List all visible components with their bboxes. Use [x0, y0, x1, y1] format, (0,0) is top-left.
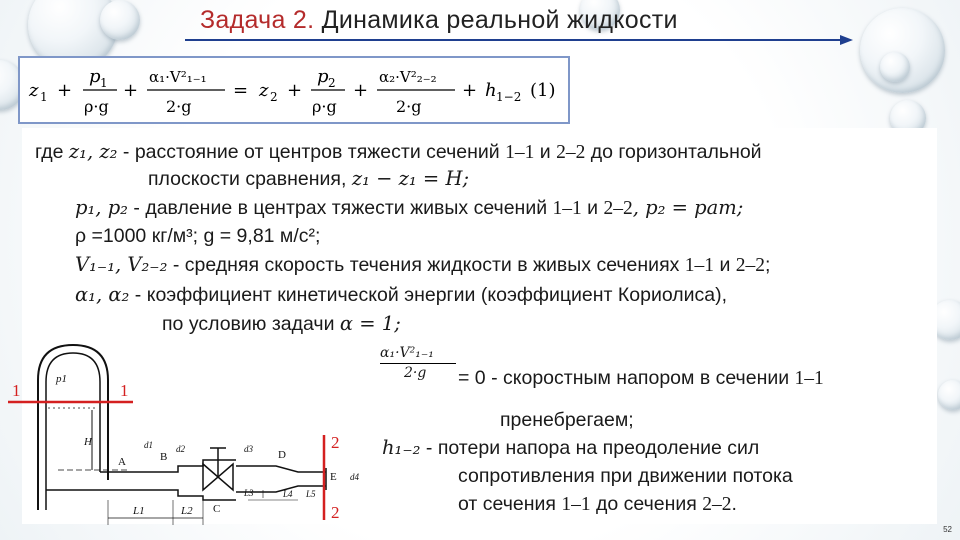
eq-equals: =: [233, 80, 249, 101]
svg-text:1−2: 1−2: [496, 90, 522, 104]
title-underline-arrow: [185, 34, 855, 46]
text-line-2: плоскости сравнения, z₁ − z₁ = H;: [148, 167, 470, 190]
section-label: 2: [331, 433, 340, 452]
water-drop: [860, 8, 945, 93]
water-drop: [100, 0, 140, 40]
L2-label: L2: [181, 505, 193, 517]
eq-rho-g: ρ·g: [84, 97, 109, 116]
eq-2g: 2·g: [396, 97, 422, 116]
text-line-5: V₁₋₁, V₂₋₂ - средняя скорость течения жидкости в живых сечениях 1–1 и 2–2;: [75, 253, 771, 276]
eq-z2: z: [259, 80, 269, 101]
tank-outline: [38, 345, 108, 510]
point-D: D: [278, 449, 286, 461]
eq-rho-g: ρ·g: [312, 97, 337, 116]
eq-p2: p: [317, 66, 329, 87]
point-E: E: [330, 471, 337, 483]
eq-plus: +: [462, 80, 478, 101]
eq-p1: p: [89, 66, 101, 87]
text-line-9: пренебрегаем;: [500, 409, 634, 431]
eq-plus: +: [123, 80, 139, 101]
eq-alpha2-v: α₂·V²₂₋₂: [379, 68, 437, 86]
svg-text:1: 1: [40, 90, 48, 104]
pipeline-diagram: [8, 340, 378, 530]
section-label: 2: [331, 503, 340, 522]
page-number: 52: [943, 525, 952, 534]
text-line-10: h₁₋₂ - потери напора на преодоление сил: [382, 436, 760, 459]
L4-label: L4: [283, 489, 293, 499]
d3-label: d3: [244, 444, 253, 454]
bernoulli-equation-box: [18, 56, 570, 124]
svg-text:1: 1: [100, 76, 108, 90]
text-line-6: α₁, α₂ - коэффициент кинетической энергии (коэффициент Кориолиса),: [75, 283, 728, 306]
svg-text:2: 2: [328, 76, 336, 90]
text-line-4: ρ =1000 кг/м³; g = 9,81 м/с²;: [75, 225, 321, 247]
H-label: H: [84, 436, 92, 448]
L3-label: L3: [244, 488, 254, 498]
d2-label: d2: [176, 444, 185, 454]
eq-2g: 2·g: [166, 97, 192, 116]
bernoulli-equation: [25, 60, 565, 120]
eq-alpha1-v: α₁·V²₁₋₁: [149, 68, 207, 86]
point-C: C: [213, 503, 221, 515]
text-line-1: где z₁, z₂ - расстояние от центров тяжести сечений 1–1 и 2–2 до горизонтальной: [35, 140, 762, 163]
water-drop: [938, 380, 960, 410]
section-label: 1: [120, 381, 129, 400]
text-line-11: сопротивления при движении потока: [458, 465, 793, 487]
text-line-7: по условию задачи α = 1;: [162, 312, 401, 335]
L1-label: L1: [133, 505, 145, 517]
L5-label: L5: [306, 489, 316, 499]
point-B: B: [160, 451, 168, 463]
slide-title: [200, 6, 678, 35]
eq-z1: z: [29, 80, 39, 101]
p1-label: p1: [56, 373, 67, 385]
svg-text:2: 2: [270, 90, 278, 104]
eq-number: (1): [530, 80, 556, 101]
d1-label: d1: [144, 440, 153, 450]
eq-plus: +: [353, 80, 369, 101]
point-A: A: [118, 456, 126, 468]
title-text: Динамика реальной жидкости: [314, 6, 678, 34]
text-line-8: = 0 - скоростным напором в сечении 1–1: [458, 367, 824, 389]
text-line-3: p₁, p₂ - давление в центрах тяжести живых сечений 1–1 и 2–2, p₂ = pат;: [75, 196, 744, 219]
title-number: Задача 2.: [200, 6, 315, 34]
eq-h: h: [485, 80, 497, 101]
d4-label: d4: [350, 472, 359, 482]
eq-plus: +: [287, 80, 303, 101]
eq-plus: +: [57, 80, 73, 101]
water-drop: [880, 52, 910, 82]
text-line-12: от сечения 1–1 до сечения 2–2.: [458, 493, 737, 515]
velocity-head-fraction: α₁·V²₁₋₁ 2·g: [380, 345, 420, 382]
section-label: 1: [12, 381, 21, 400]
